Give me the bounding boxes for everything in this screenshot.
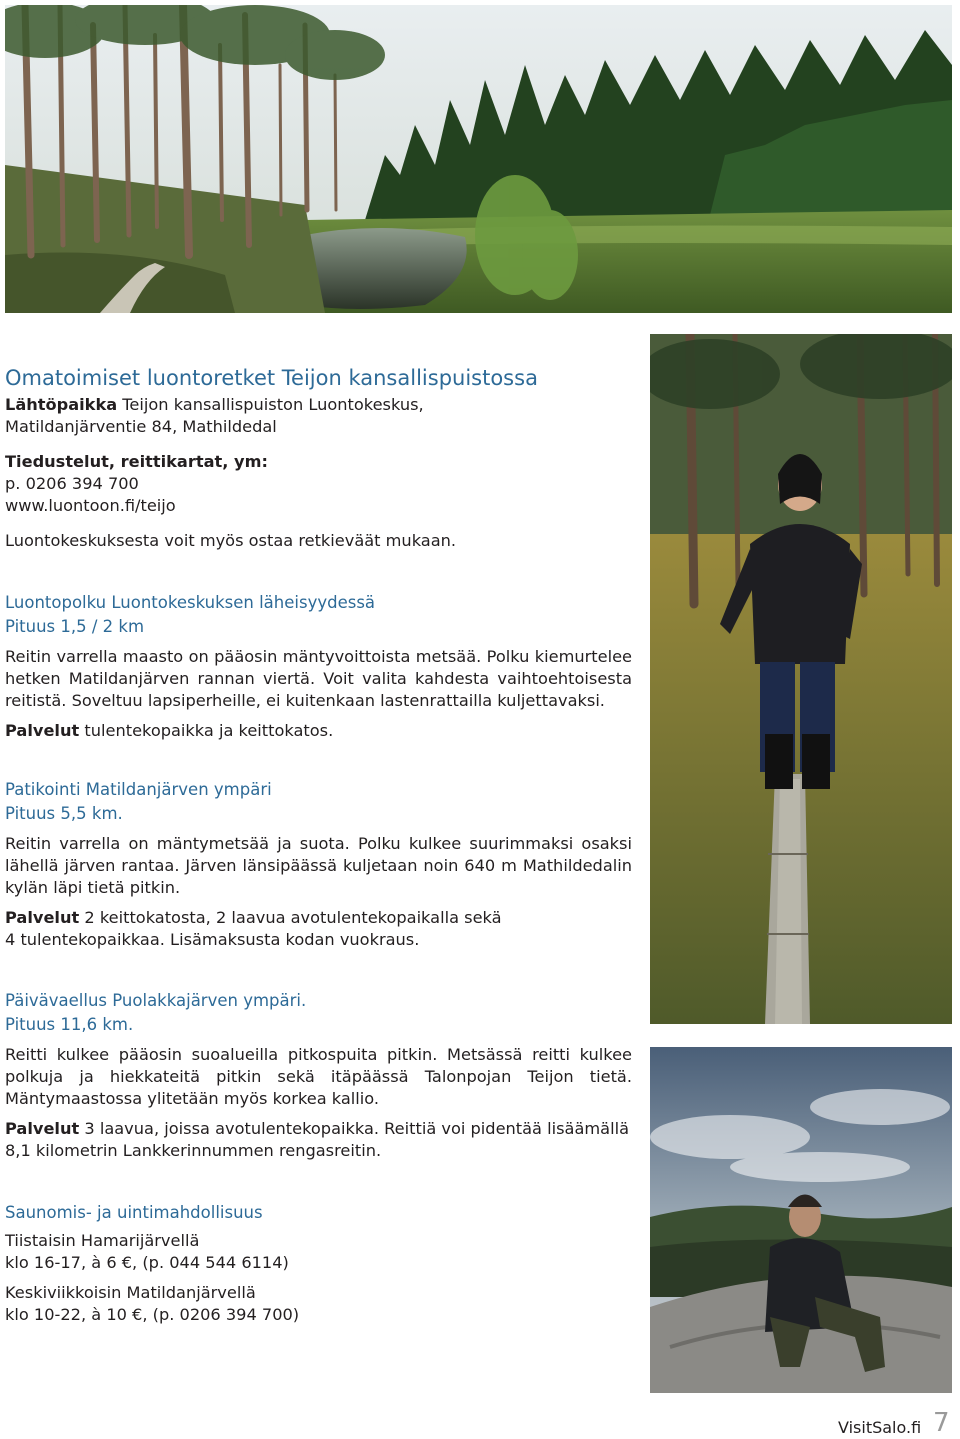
forest-lake-photo	[5, 5, 952, 313]
route3-title: Päivävaellus Puolakkajärven ympäri.	[5, 991, 307, 1010]
hiker-on-duckboards-photo	[650, 334, 952, 1024]
route3-services-value: 3 laavua, joissa avotulentekopaikka. Reittiä voi pidentää lisäämällä	[84, 1119, 629, 1138]
sauna-line-4: klo 10-22, à 10 €, (p. 0206 394 700)	[5, 1305, 300, 1324]
page-number: 7	[933, 1408, 950, 1438]
intro-section	[5, 365, 632, 552]
route2-title: Patikointi Matildanjärven ympäri	[5, 780, 272, 799]
route1-desc-2: hetken Matildanjärven rannan viertä. Voit valita kahdesta vaihtoehtoisesta	[5, 669, 632, 688]
website-link[interactable]: www.luontoon.fi/teijo	[5, 496, 176, 515]
route1-desc-1: Reitin varrella maasto on pääosin mäntyvoittoista metsää. Polku kiemurtelee	[5, 647, 632, 666]
route3-services-value-2: 8,1 kilometrin Lankkerinnummen rengasreitin.	[5, 1141, 382, 1160]
sauna-line-3: Keskiviikkoisin Matildanjärvellä	[5, 1283, 256, 1302]
route2-services-value-2: 4 tulentekopaikkaa. Lisämaksusta kodan vuokraus.	[5, 930, 420, 949]
route2-services-value: 2 keittokatosta, 2 laavua avotulentekopaikalla sekä	[84, 908, 502, 927]
intro-note: Luontokeskuksesta voit myös ostaa retkieväät mukaan.	[5, 531, 457, 550]
route1-section	[5, 592, 632, 742]
sauna-line-2: klo 16-17, à 6 €, (p. 044 544 6114)	[5, 1253, 289, 1272]
sauna-line-1: Tiistaisin Hamarijärvellä	[5, 1231, 200, 1250]
sauna-section	[5, 1202, 632, 1326]
route3-section	[5, 990, 632, 1162]
route2-section	[5, 779, 632, 951]
start-value: Teijon kansallispuiston Luontokeskus,	[122, 395, 424, 414]
route3-desc-2: polkuja ja hiekkateitä pitkin sekä itäpäässä Talonpojan Teijon tietä.	[5, 1067, 632, 1086]
route3-length: Pituus 11,6 km.	[5, 1015, 134, 1034]
start-label: Lähtöpaikka	[5, 395, 118, 414]
route1-length: Pituus 1,5 / 2 km	[5, 617, 145, 636]
sauna-title: Saunomis- ja uintimahdollisuus	[5, 1203, 263, 1222]
route2-length: Pituus 5,5 km.	[5, 804, 123, 823]
inquiry-label: Tiedustelut, reittikartat, ym:	[5, 452, 268, 471]
route3-services-label: Palvelut	[5, 1119, 80, 1138]
route1-services-label: Palvelut	[5, 721, 80, 740]
start-value-2: Matildanjärventie 84, Mathildedal	[5, 417, 277, 436]
route2-desc-2: lähellä järven rantaa. Järven länsipäässä kuljetaan noin 640 m Mathildedalin	[5, 856, 632, 875]
route2-desc-3: kylän läpi tietä pitkin.	[5, 878, 181, 897]
footer-site-name: VisitSalo.fi	[838, 1418, 922, 1437]
route3-desc-1: Reitti kulkee pääosin suoalueilla pitkospuita pitkin. Metsässä reitti kulkee	[5, 1045, 632, 1064]
page-title: Omatoimiset luontoretket Teijon kansallispuistossa	[5, 366, 538, 390]
route3-desc-3: Mäntymaastossa ylitetään myös korkea kallio.	[5, 1089, 380, 1108]
man-on-rock-photo	[650, 1047, 952, 1393]
route1-desc-3: reitistä. Soveltuu lapsiperheille, ei kuitenkaan lastenrattailla kuljettavaksi.	[5, 691, 605, 710]
route1-services-value: tulentekopaikka ja keittokatos.	[84, 721, 334, 740]
phone-number: p. 0206 394 700	[5, 474, 139, 493]
route1-title: Luontopolku Luontokeskuksen läheisyydessä	[5, 593, 376, 612]
route2-services-label: Palvelut	[5, 908, 80, 927]
route2-desc-1: Reitin varrella on mäntymetsää ja suota. Polku kulkee suurimmaksi osaksi	[5, 834, 632, 853]
